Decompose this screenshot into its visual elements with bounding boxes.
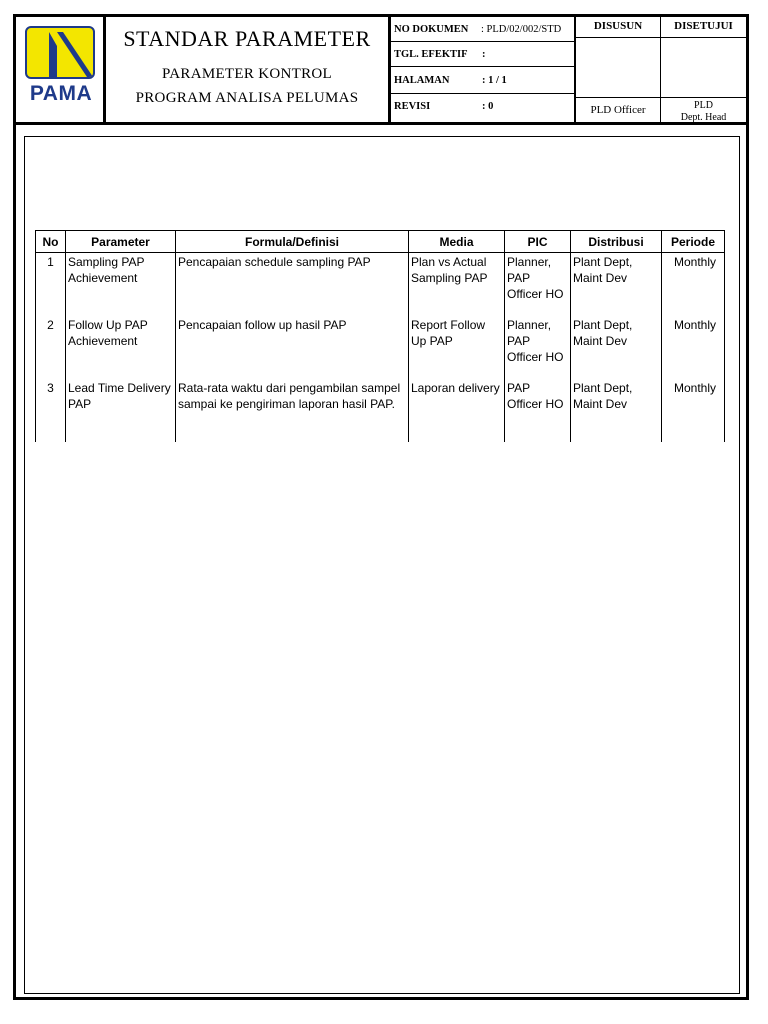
cell-parameter: Follow Up PAP Achievement [66, 316, 176, 379]
cell-periode: Monthly [662, 253, 725, 317]
meta-row-tgl-efektif [392, 42, 574, 66]
cell-parameter: Lead Time Delivery PAP [66, 379, 176, 442]
meta-row-halaman [392, 68, 574, 92]
column-header-no: No [36, 231, 66, 253]
column-header-parameter: Parameter [66, 231, 176, 253]
column-header-periode: Periode [662, 231, 725, 253]
logo-cell [16, 17, 104, 125]
meta-value: : [482, 49, 486, 60]
meta-row-no-dokumen [392, 17, 574, 41]
cell-distribusi: Plant Dept, Maint Dev [571, 316, 662, 379]
document-title: STANDAR PARAMETER [123, 26, 371, 51]
pama-logo-icon [25, 26, 95, 79]
cell-no: 3 [36, 379, 66, 442]
meta-value: : 0 [482, 101, 494, 112]
meta-value: : PLD/02/002/STD [481, 24, 562, 35]
disusun-heading: DISUSUN [593, 20, 643, 32]
cell-pic: Planner, PAP Officer HO [505, 253, 571, 317]
cell-media: Report Follow Up PAP [409, 316, 505, 379]
meta-label: TGL. EFEKTIF [394, 49, 468, 60]
column-header-formula: Formula/Definisi [176, 231, 409, 253]
cell-pic: PAP Officer HO [505, 379, 571, 442]
cell-formula: Pencapaian schedule sampling PAP [176, 253, 409, 317]
title-cell [106, 17, 388, 125]
parameter-table [35, 230, 725, 442]
table-row [36, 316, 725, 379]
cell-periode: Monthly [662, 379, 725, 442]
meta-row-revisi [392, 94, 574, 118]
cell-pic: Planner, PAP Officer HO [505, 316, 571, 379]
cell-media: Laporan delivery [409, 379, 505, 442]
document-meta [392, 17, 574, 125]
disusun-role: PLD Officer [590, 104, 646, 116]
table-row [36, 253, 725, 317]
disetujui-heading: DISETUJUI [674, 20, 733, 32]
disetujui-role-line2: Dept. Head [680, 112, 727, 123]
document-subtitle-1: PARAMETER KONTROL [162, 66, 332, 82]
cell-no: 2 [36, 316, 66, 379]
column-header-pic: PIC [505, 231, 571, 253]
document-subtitle-2: PROGRAM ANALISA PELUMAS [135, 90, 359, 106]
table-row [36, 379, 725, 442]
approval-block [576, 17, 746, 125]
meta-value: : 1 / 1 [482, 75, 507, 86]
column-header-distribusi: Distribusi [571, 231, 662, 253]
document-header [16, 17, 746, 125]
cell-parameter: Sampling PAP Achievement [66, 253, 176, 317]
logo-text: PAMA [29, 82, 93, 105]
cell-periode: Monthly [662, 316, 725, 379]
meta-label: HALAMAN [394, 75, 450, 86]
cell-formula: Pencapaian follow up hasil PAP [176, 316, 409, 379]
meta-label: NO DOKUMEN [394, 24, 469, 35]
table-header-row [36, 231, 725, 253]
cell-media: Plan vs Actual Sampling PAP [409, 253, 505, 317]
meta-label: REVISI [394, 101, 431, 112]
cell-distribusi: Plant Dept, Maint Dev [571, 379, 662, 442]
cell-no: 1 [36, 253, 66, 317]
cell-distribusi: Plant Dept, Maint Dev [571, 253, 662, 317]
disetujui-role-line1: PLD [694, 100, 713, 111]
cell-formula: Rata-rata waktu dari pengambilan sampel sampai ke pengiriman laporan hasil PAP. [176, 379, 409, 442]
column-header-media: Media [409, 231, 505, 253]
